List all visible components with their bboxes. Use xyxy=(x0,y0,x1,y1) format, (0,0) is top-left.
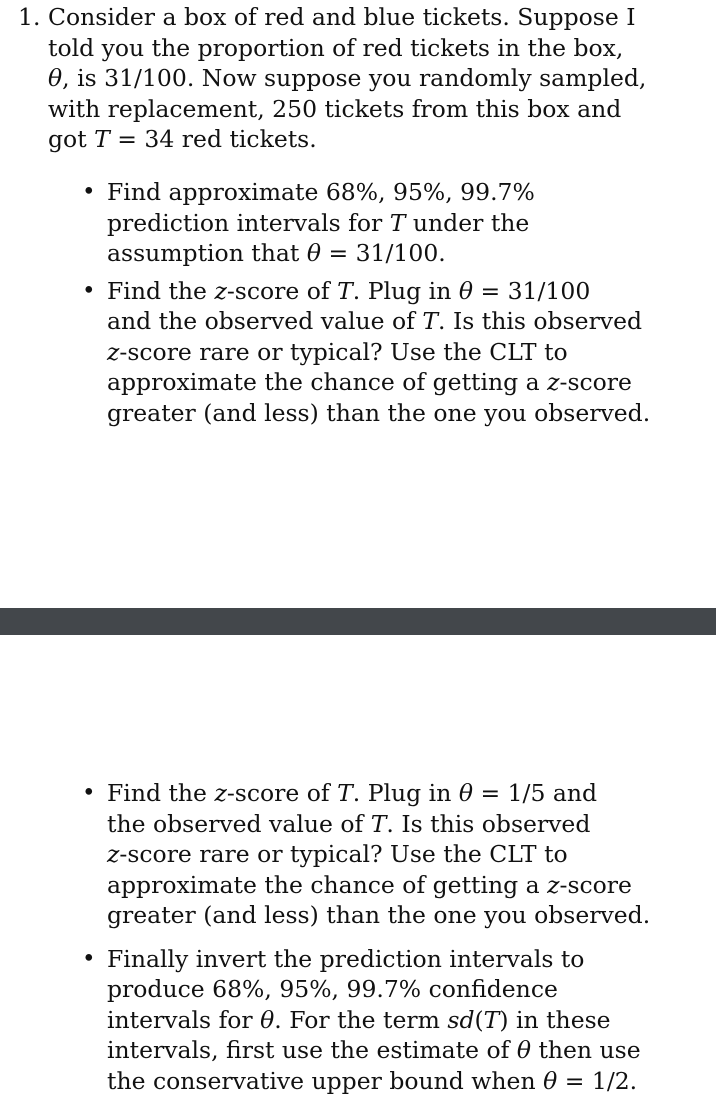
problem-statement xyxy=(48,2,708,155)
item-line: the observed value of T. Is this observed xyxy=(107,809,591,838)
list-item xyxy=(0,944,716,1097)
problem-number: 1. xyxy=(18,3,41,31)
problem-1 xyxy=(18,2,708,155)
list-item xyxy=(0,778,716,931)
bullet-icon: • xyxy=(82,945,96,972)
problem-line: Consider a box of red and blue tickets. Suppose I xyxy=(48,3,636,31)
item-line: approximate the chance of getting a z-score xyxy=(107,870,632,899)
bullet-icon: • xyxy=(82,179,96,205)
item-line: intervals, first use the estimate of θ then use xyxy=(107,1036,641,1064)
problem-line: told you the proportion of red tickets in the box, xyxy=(48,33,624,62)
subquestion-list-bottom xyxy=(0,778,716,1096)
item-line: prediction intervals for T under the xyxy=(107,208,530,237)
item-line: Find the z-score of T. Plug in θ = 31/100 xyxy=(107,276,591,305)
item-line: Finally invert the prediction intervals to xyxy=(107,944,585,973)
item-line: intervals for θ. For the term sd(T) in these xyxy=(107,1005,611,1034)
bullet-icon: • xyxy=(82,780,96,806)
document-page-bottom xyxy=(0,635,716,1108)
item-line: produce 68%, 95%, 99.7% confidence xyxy=(107,975,558,1003)
problem-line: θ, is 31/100. Now suppose you randomly sampled, xyxy=(48,64,647,92)
page-divider-bar xyxy=(0,608,716,635)
item-line: Find the z-score of T. Plug in θ = 1/5 and xyxy=(107,779,598,807)
item-line: z-score rare or typical? Use the CLT to xyxy=(107,337,568,366)
item-line: greater (and less) than the one you observed. xyxy=(107,901,651,929)
list-item xyxy=(0,276,716,429)
item-line: assumption that θ = 31/100. xyxy=(107,239,446,267)
item-line: greater (and less) than the one you observed. xyxy=(107,398,651,427)
list-item xyxy=(0,177,716,269)
item-line: z-score rare or typical? Use the CLT to xyxy=(107,840,568,868)
item-line: and the observed value of T. Is this observed xyxy=(107,307,643,335)
problem-line: with replacement, 250 tickets from this box and xyxy=(48,94,622,123)
item-line: Find approximate 68%, 95%, 99.7% xyxy=(107,178,535,206)
bullet-icon: • xyxy=(82,277,96,304)
problem-line: got T = 34 red tickets. xyxy=(48,125,317,153)
subquestion-list-top xyxy=(0,177,716,428)
item-line: approximate the chance of getting a z-score xyxy=(107,368,632,396)
item-line: the conservative upper bound when θ = 1/2. xyxy=(107,1066,638,1095)
